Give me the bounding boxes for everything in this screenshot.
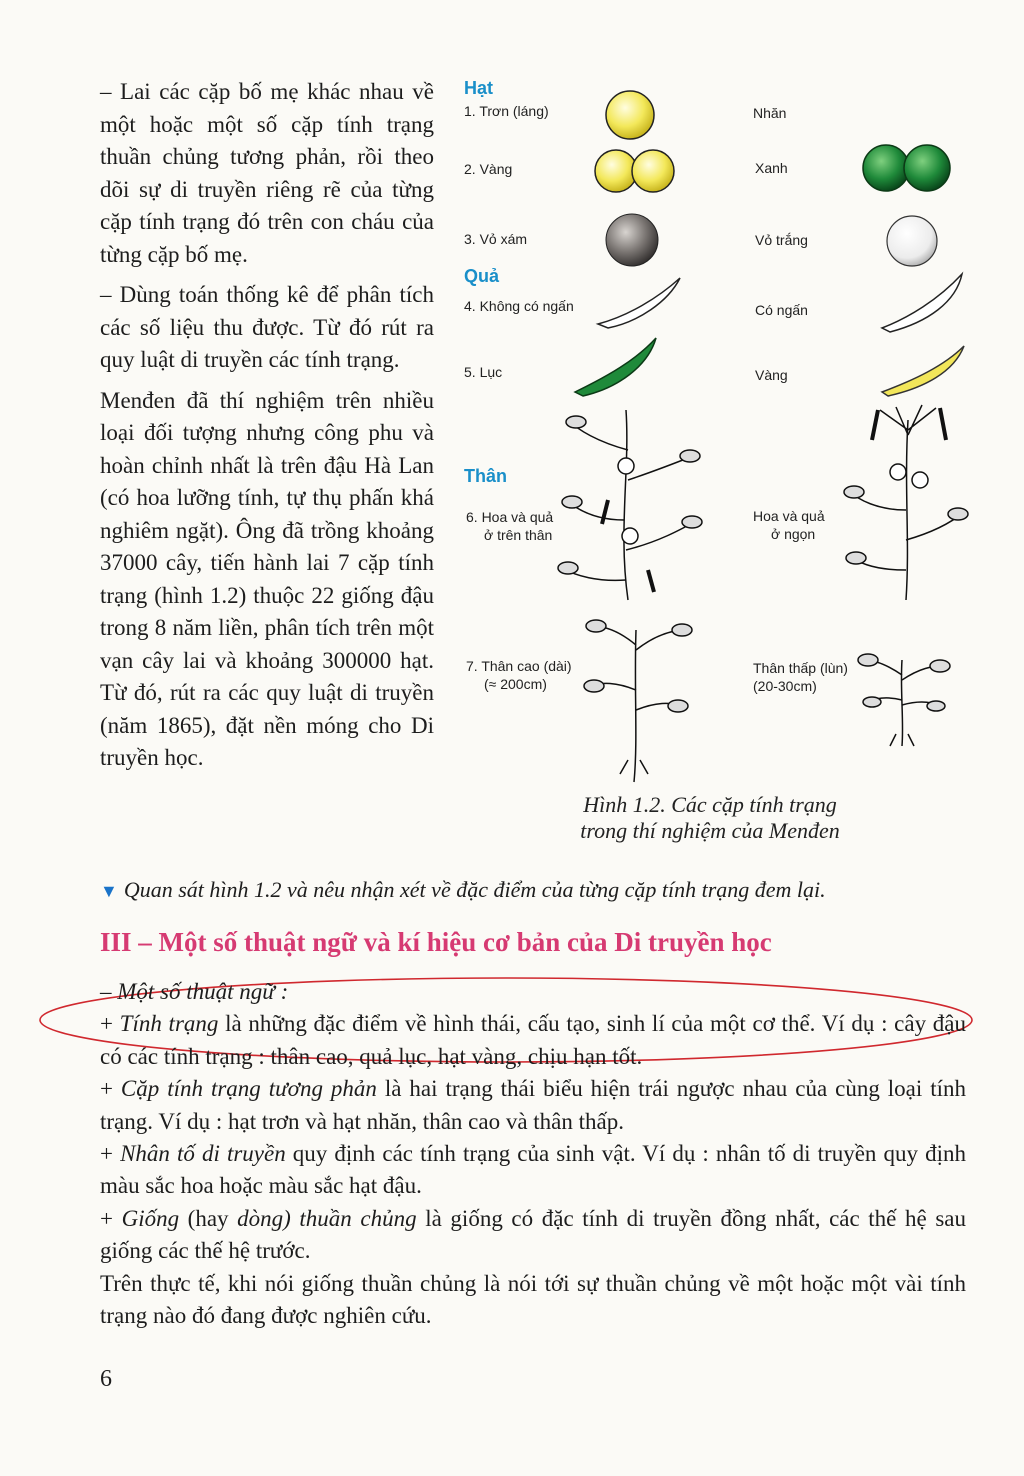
trait-7-left-label-line2: (≈ 200cm) (484, 676, 547, 692)
trait-2-right-label: Xanh (755, 160, 788, 176)
figure-caption-line-1: Hình 1.2. Các cặp tính trạng (583, 792, 837, 817)
dwarf-stem-plant-icon (858, 654, 950, 746)
trait-7-right-label-line2: (20-30cm) (753, 678, 817, 694)
terms-intro: – Một số thuật ngữ : (100, 979, 289, 1004)
term-pure-breed-name: Giống (121, 1205, 180, 1231)
page-number: 6 (100, 1366, 112, 1392)
term-pure-breed: + Giống (hay dòng) thuần chủng là giống có đặc tính di truyền đồng nhất, các thế hệ sau giống các thế hệ trước. (100, 1205, 966, 1264)
triangle-bullet-icon: ▼ (100, 881, 118, 901)
observation-question-text: Quan sát hình 1.2 và nêu nhận xét về đặc điểm của từng cặp tính trạng đem lại. (123, 877, 826, 902)
observation-question (100, 876, 980, 905)
trait-2-left-label: 2. Vàng (464, 161, 513, 177)
terms-body (100, 976, 966, 1332)
smooth-pod-icon (598, 278, 680, 328)
trait-6-left-label-line2: ở trên thân (484, 527, 553, 543)
term-genetic-factor: + Nhân tố di truyền quy định các tính trạng của sinh vật. Ví dụ : nhân tố di truyền quy định màu sắc hoa hoặc màu sắc hạt đậu. (100, 1141, 966, 1199)
gray-seed-coat-icon (606, 214, 658, 266)
yellow-seeds-icon (595, 150, 674, 192)
trait-1-right-label: Nhăn (753, 105, 787, 121)
trait-5-left-label: 5. Lục (464, 364, 503, 380)
section-label-pod: Quả (464, 266, 500, 286)
term-trait-name: Tính trạng (119, 1011, 219, 1037)
mendel-paragraph: Menđen đã thí nghiệm trên nhiều loại đối tượng nhưng công phu và hoàn chỉnh nhất là trên đậu Hà Lan (có hoa lưỡng tính, tự thụ phấn khá nghiêm ngặt). Ông đã trồng khoảng 37000 cây, tiến hành lai 7 cặp tính trạng (hình 1.2) thuộc 22 giống đậu trong 8 năm liền, phân tích trên một vạn cây lai và khoảng 300000 hạt. Từ đó, rút ra các quy luật di truyền (năm 1865), đặt nền móng cho Di truyền học. (100, 387, 434, 770)
section-label-stem: Thân (464, 466, 507, 486)
green-seeds-icon (863, 145, 950, 191)
trait-7-right-label-line1: Thân thấp (lùn) (753, 660, 848, 676)
trait-7-left-label-line1: 7. Thân cao (dài) (466, 658, 572, 674)
trait-3-right-label: Vỏ trắng (755, 232, 808, 248)
constricted-pod-icon (882, 274, 962, 332)
green-pod-icon (575, 338, 656, 396)
method-text-column (100, 76, 434, 775)
term-pure-breed-name-2: dòng) thuần chủng (237, 1205, 417, 1231)
method-paragraph-1: – Lai các cặp bố mẹ khác nhau về một hoặc một số cặp tính trạng thuần chủng tương phản, rồi theo dõi sự di truyền riêng rẽ của từng cặp tính trạng đó trên con cháu của từng cặp bố mẹ. (100, 79, 434, 267)
trait-4-left-label: 4. Không có ngấn (464, 298, 574, 314)
term-contrasting-pair-name: Cặp tính trạng tương phản (120, 1076, 377, 1102)
figure-caption-line-2: trong thí nghiệm của Menđen (580, 818, 840, 843)
term-trait-definition: là những đặc điểm về hình thái, cấu tạo, sinh lí của một cơ thể. Ví dụ : cây đậu có các tính trạng : thân cao, quả lục, hạt vàng, chịu hạn tốt. (100, 1011, 966, 1069)
term-trait: + Tính trạng là những đặc điểm về hình thái, cấu tạo, sinh lí của một cơ thể. Ví dụ : cây đậu có các tính trạng : thân cao, quả lục, hạt vàng, chịu hạn tốt. (100, 1011, 966, 1069)
figure-caption (540, 792, 880, 844)
trait-1-left-label: 1. Trơn (láng) (464, 103, 549, 119)
trait-6-right-label-line2: ở ngọn (771, 526, 816, 542)
section-heading: III – Một số thuật ngữ và kí hiệu cơ bản của Di truyền học (100, 927, 772, 957)
term-contrasting-pair-definition: là hai trạng thái biểu hiện trái ngược nhau của cùng loại tính trạng. Ví dụ : hạt trơn và hạt nhăn, thân cao và thân thấp. (100, 1076, 966, 1134)
figure-1-2 (458, 70, 978, 790)
trait-4-right-label: Có ngấn (755, 302, 808, 318)
axial-flower-plant-icon (558, 410, 702, 600)
trait-3-left-label: 3. Vỏ xám (464, 231, 528, 247)
section-label-seed: Hạt (464, 78, 494, 98)
method-paragraph-2: – Dùng toán thống kê để phân tích các số liệu thu được. Từ đó rút ra quy luật di truyền các tính trạng. (100, 282, 434, 372)
term-contrasting-pair: + Cặp tính trạng tương phản là hai trạng thái biểu hiện trái ngược nhau của cùng loại tính trạng. Ví dụ : hạt trơn và hạt nhăn, thân cao và thân thấp. (100, 1076, 966, 1134)
yellow-pod-icon (882, 346, 964, 396)
smooth-seed-icon (606, 91, 654, 139)
terminal-flower-plant-icon (844, 405, 968, 600)
term-genetic-factor-name: Nhân tố di truyền (120, 1141, 286, 1167)
trait-6-right-label-line1: Hoa và quả (753, 508, 825, 524)
trait-5-right-label: Vàng (755, 367, 788, 383)
white-seed-coat-icon (887, 216, 937, 266)
trait-6-left-label-line1: 6. Hoa và quả (466, 509, 554, 525)
term-genetic-factor-definition: quy định các tính trạng của sinh vật. Ví dụ : nhân tố di truyền quy định màu sắc hoa hoặc màu sắc hạt đậu. (100, 1141, 966, 1199)
trait-illustrations (458, 70, 978, 790)
term-pure-breed-definition: là giống có đặc tính di truyền đồng nhất, các thế hệ sau giống các thế hệ trước. (100, 1205, 966, 1264)
tall-stem-plant-icon (584, 620, 692, 782)
closing-paragraph: Trên thực tế, khi nói giống thuần chủng là nói tới sự thuần chủng về một hoặc một vài tính trạng nào đó đang được nghiên cứu. (100, 1270, 966, 1329)
